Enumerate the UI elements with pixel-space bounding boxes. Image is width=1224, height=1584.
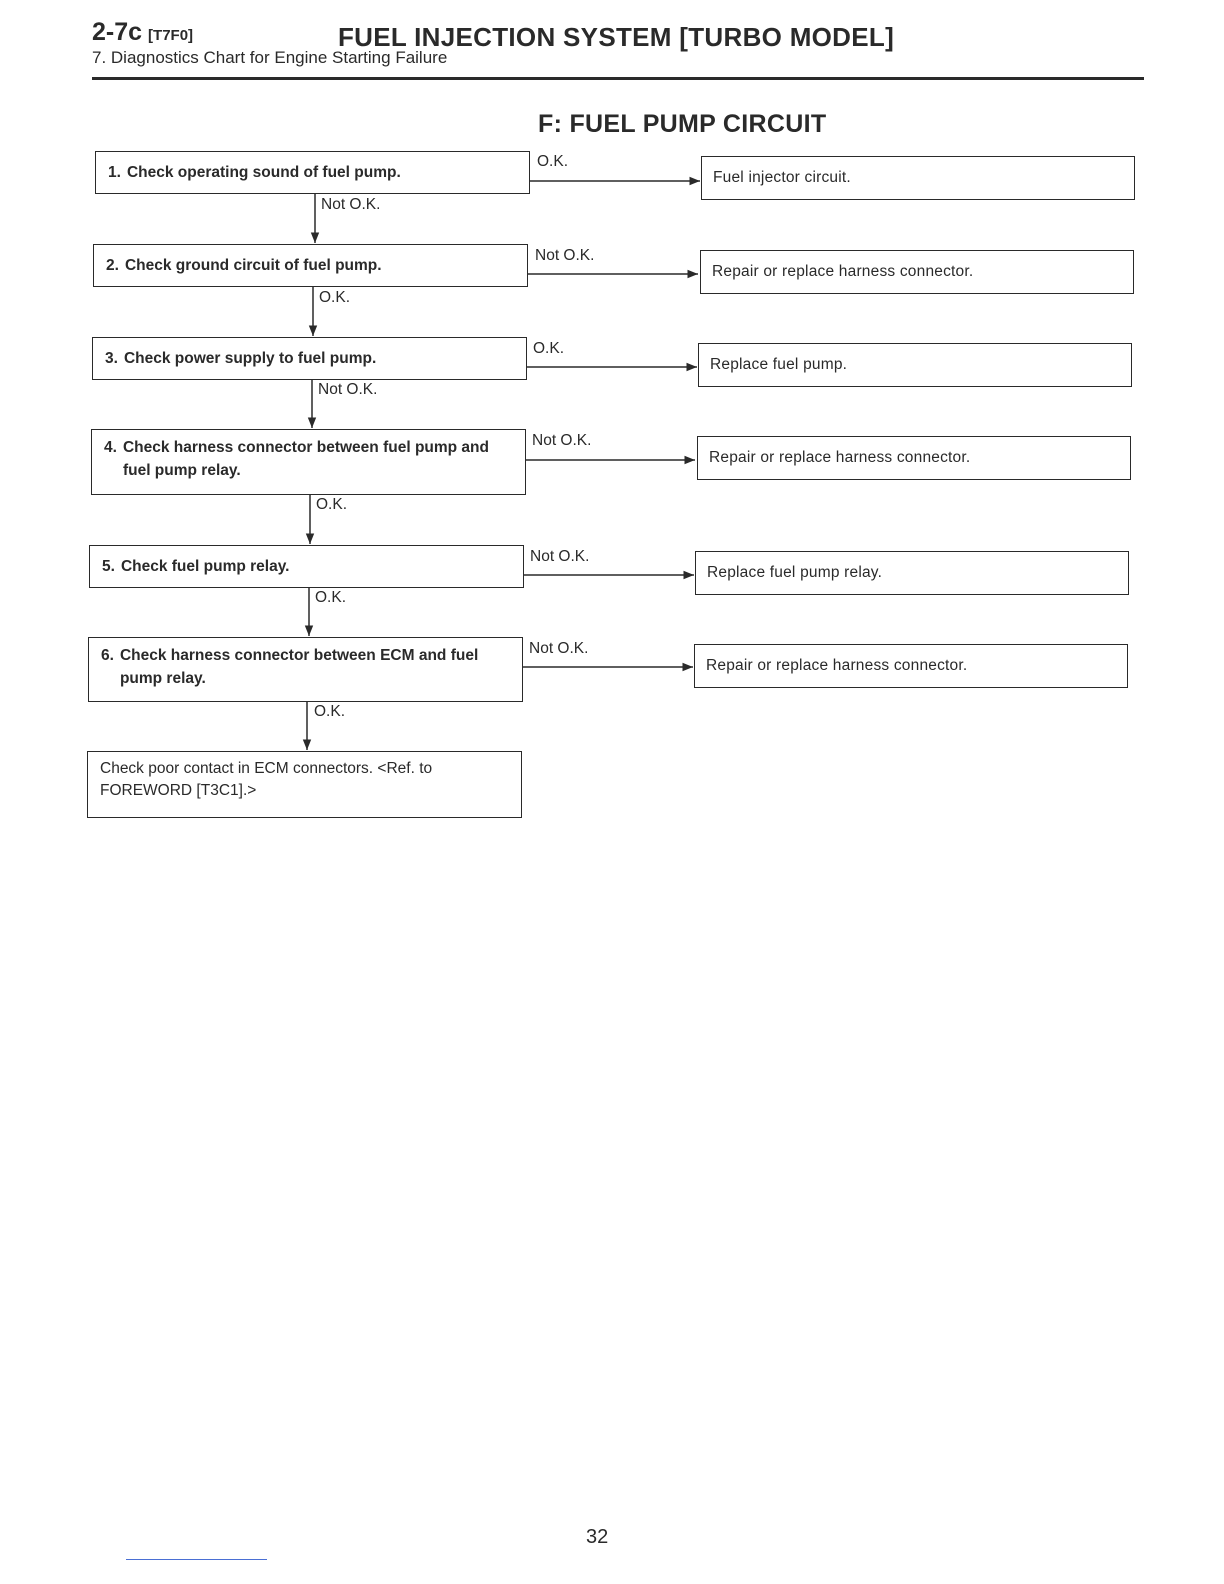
step-box-5 — [89, 545, 524, 588]
result-box-6: Repair or replace harness connector. — [694, 644, 1128, 688]
chart-title: F: FUEL PUMP CIRCUIT — [538, 110, 827, 138]
page-title: FUEL INJECTION SYSTEM [TURBO MODEL] — [338, 22, 895, 52]
result-box-1: Fuel injector circuit. — [701, 156, 1135, 200]
step-number: 2. — [106, 257, 119, 274]
page-number: 32 — [586, 1526, 609, 1548]
result-box-2: Repair or replace harness connector. — [700, 250, 1134, 294]
step-number: 3. — [105, 350, 118, 367]
step-text: Check power supply to fuel pump. — [123, 350, 377, 367]
down-label-4: O.K. — [316, 496, 348, 513]
down-label-5: O.K. — [315, 589, 347, 606]
step-number: 1. — [108, 164, 121, 181]
step-number: 4. — [104, 439, 117, 456]
down-label-3: Not O.K. — [318, 381, 378, 398]
section-ref: [T7F0] — [148, 27, 194, 44]
side-label-4: Not O.K. — [532, 432, 592, 449]
down-label-1: Not O.K. — [321, 196, 381, 213]
side-label-1: O.K. — [537, 153, 569, 170]
section-code: 2-7c [T7F0] — [92, 18, 194, 46]
result-box-4: Repair or replace harness connector. — [697, 436, 1131, 480]
side-label-2: Not O.K. — [535, 247, 595, 264]
down-label-2: O.K. — [319, 289, 351, 306]
footer-link-underline — [126, 1559, 267, 1560]
step-box-4 — [91, 429, 526, 495]
side-label-3: O.K. — [533, 340, 565, 357]
step-text: Check harness connector between fuel pump and fuel pump relay. — [122, 439, 489, 479]
down-label-6: O.K. — [314, 703, 346, 720]
step-text: Check operating sound of fuel pump. — [126, 164, 401, 181]
result-box-3: Replace fuel pump. — [698, 343, 1132, 387]
step-box-1 — [95, 151, 530, 194]
step-text: Check ground circuit of fuel pump. — [124, 257, 382, 274]
final-step-box: Check poor contact in ECM connectors. <Ref. to FOREWORD [T3C1].> — [87, 751, 522, 818]
step-box-6 — [88, 637, 523, 702]
page-subtitle: 7. Diagnostics Chart for Engine Starting Failure — [92, 48, 448, 67]
side-label-5: Not O.K. — [530, 548, 590, 565]
step-number: 6. — [101, 647, 114, 664]
step-text: Check fuel pump relay. — [120, 558, 290, 575]
step-text: Check harness connector between ECM and fuel pump relay. — [119, 647, 479, 687]
step-box-3 — [92, 337, 527, 380]
side-label-6: Not O.K. — [529, 640, 589, 657]
step-number: 5. — [102, 558, 115, 575]
result-box-5: Replace fuel pump relay. — [695, 551, 1129, 595]
step-box-2 — [93, 244, 528, 287]
